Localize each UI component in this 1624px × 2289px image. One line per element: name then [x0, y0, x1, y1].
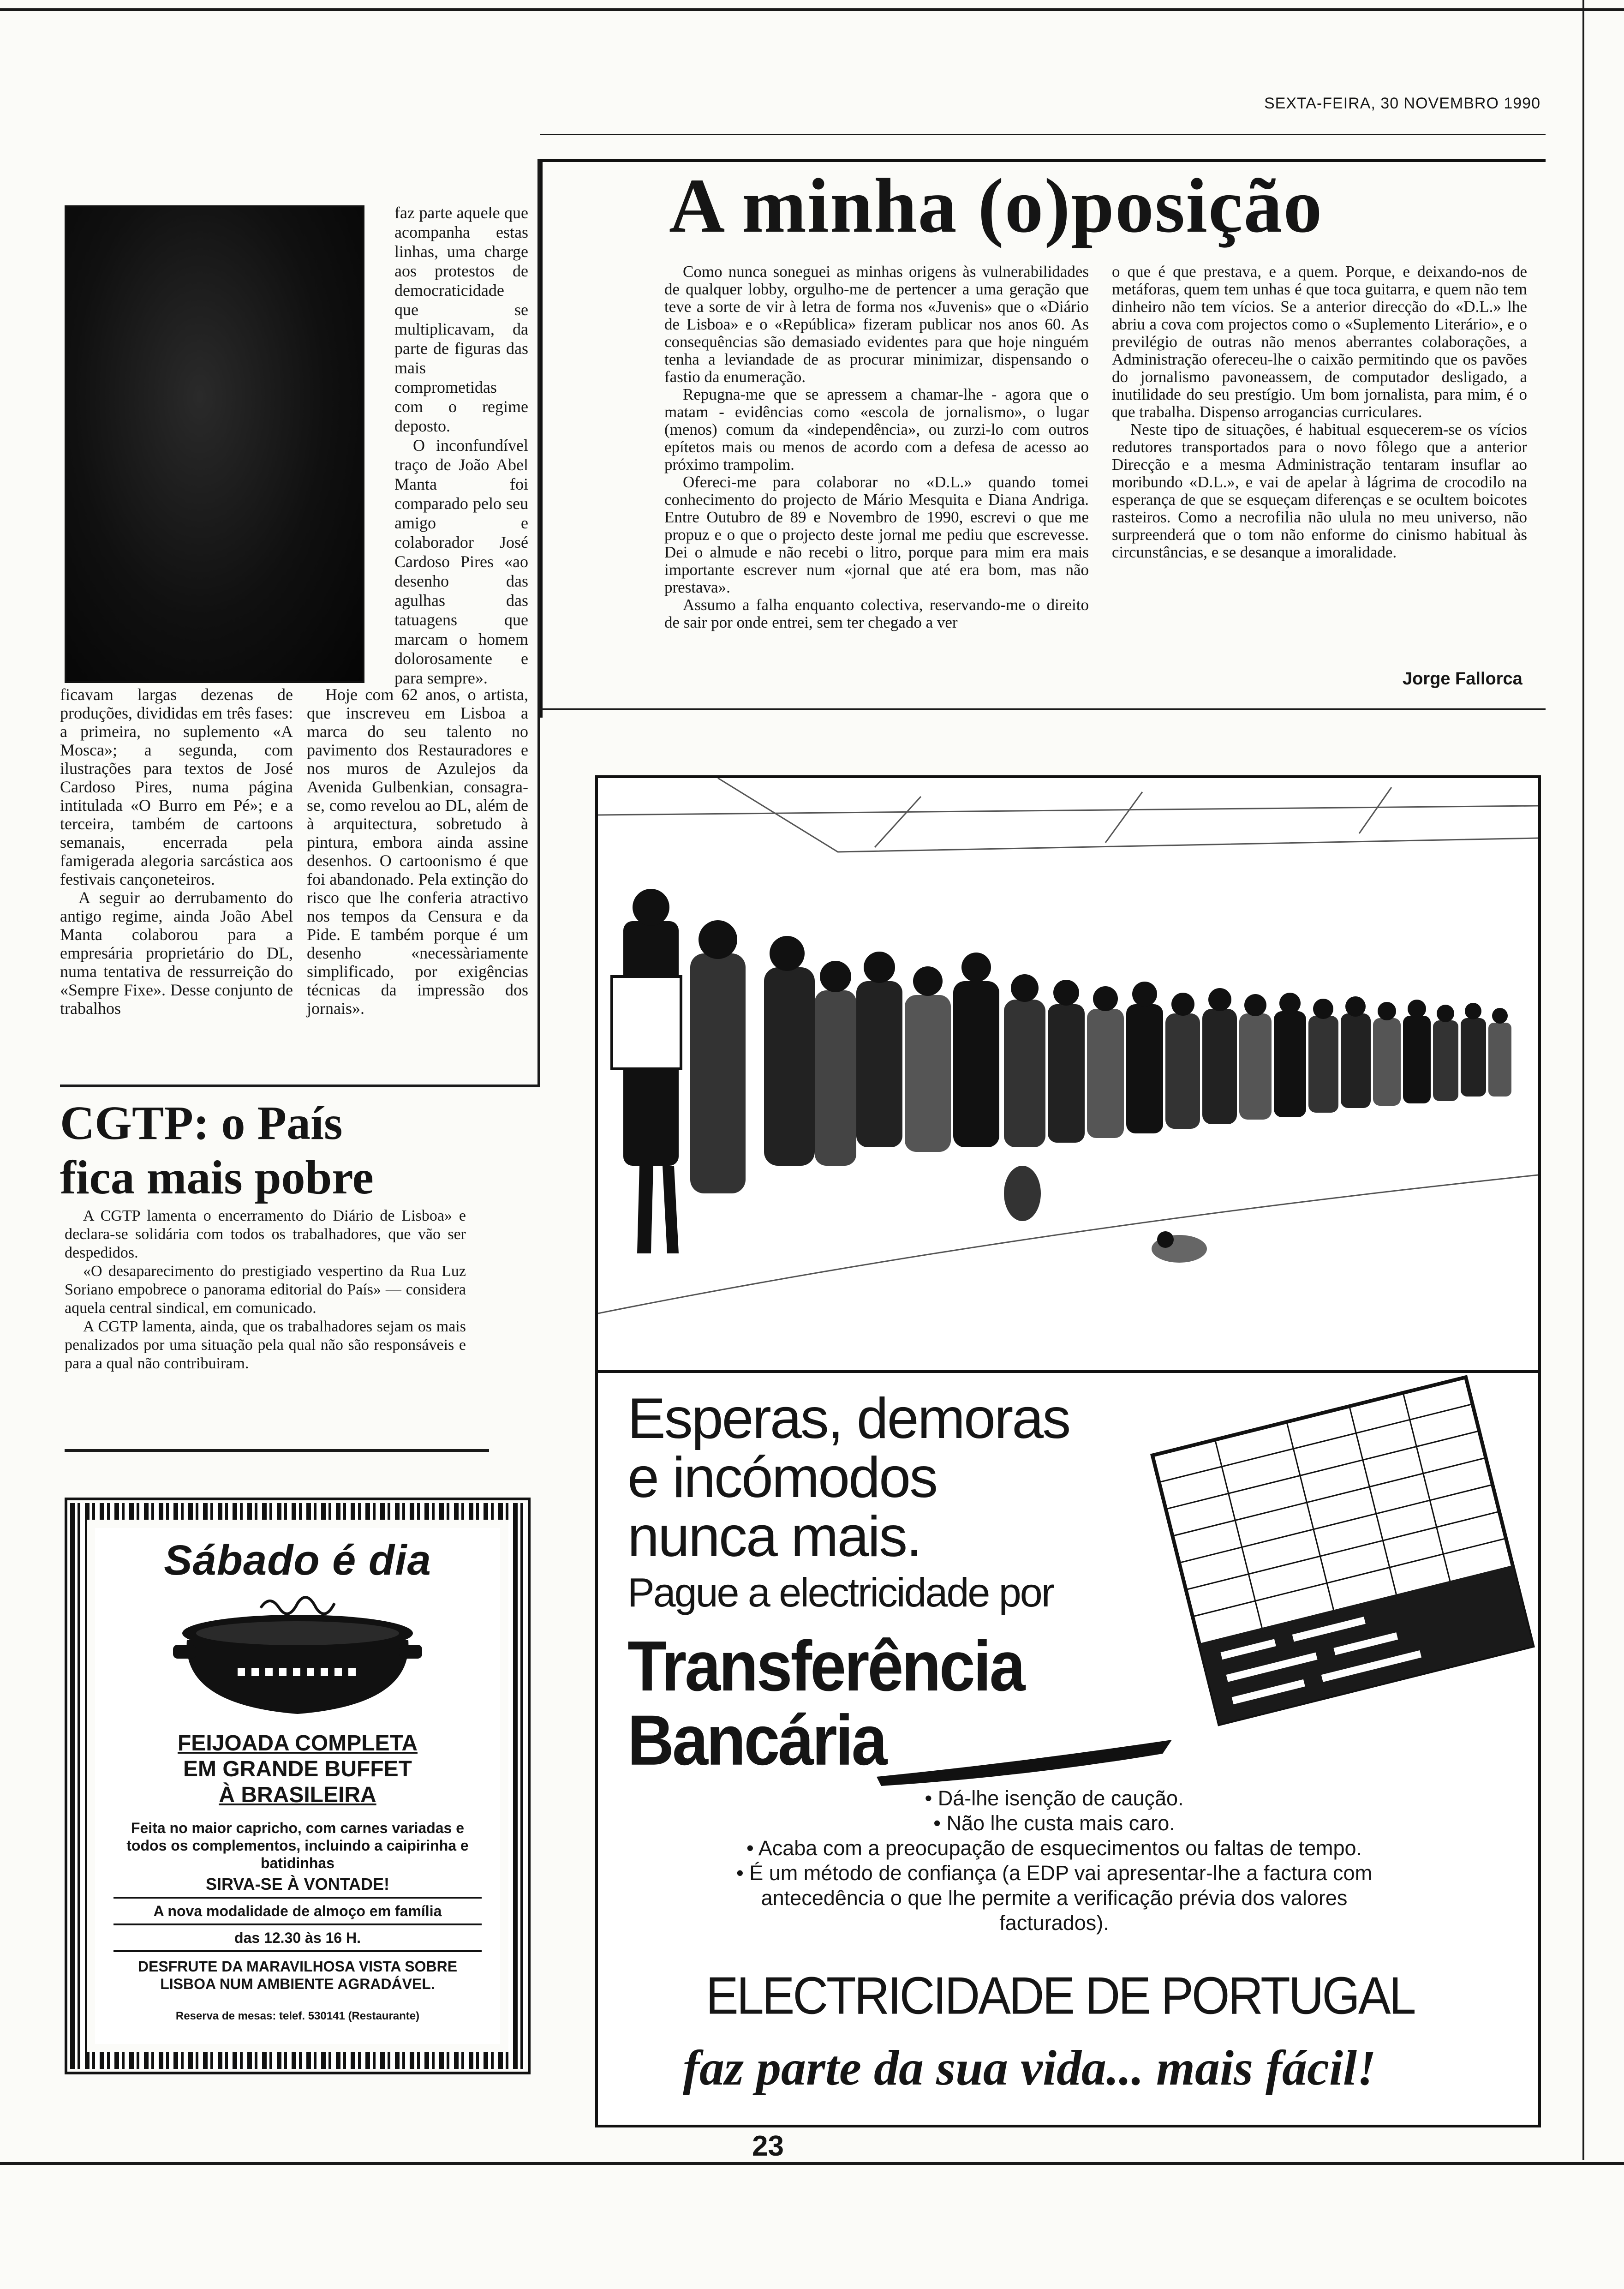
oposicao-bottom-rule: [540, 708, 1546, 710]
cgtp-title-line1: CGTP: o País: [60, 1097, 343, 1150]
oposicao-col1-p2: Repugna-me que se apressem a chamar-lhe - agora que o matam - evidências como «escola de jornalismo», o lugar (menos) comum da «independência», ou zurzi-lo com outros epítetos mais ou menos de acordo com a defesa de acesso ao próximo trampolim.: [664, 385, 1089, 473]
bottom-rule: [0, 2162, 1624, 2165]
manta-col1-p2: A seguir ao derrubamento do antigo regime, ainda João Abel Manta colaborou para a empresária proprietário do DL, numa tentativa de ressurreição do «Sempre Fixe». Desse conjunto de trabalhos: [60, 888, 293, 1018]
edp-subheadline: Pague a electricidade por: [627, 1570, 1053, 1615]
oposicao-title: A minha (o)posição: [669, 163, 1323, 249]
oposicao-column-2: [1112, 263, 1527, 561]
top-rule: [0, 8, 1624, 11]
cgtp-body: [65, 1207, 466, 1373]
oposicao-col2-p2: Neste tipo de situações, é habitual esquecerem-se os vícios redutores transportados para o novo fôlego que a anterior Direcção e a mesma Administração tentaram insuflar ao moribundo «D.L.», e vai de apelar à lágrima de crocodilo na esperança de que se esqueçam diferenças e se ocultem boicotes rasteiros. Como a necrofilia não ulula no meu universo, não surpreenderá que o tom não enforme do cinismo habitual às circunstâncias, e se desanque a imoralidade.: [1112, 420, 1527, 561]
oposicao-author: Jorge Fallorca: [1403, 669, 1522, 689]
manta-narrow-column: [394, 203, 528, 688]
cgtp-title-line2: fica mais pobre: [60, 1151, 374, 1204]
edp-bullet-3: • Acaba com a preocupação de esquecimentos ou faltas de tempo.: [746, 1836, 1362, 1860]
oposicao-col2-p1: o que é que prestava, e a quem. Porque, e deixando-nos de metáforas, quem tem unhas é que toca guitarra, e quem não tem dinheiro não tem vícios. Se a anterior direcção do «D.L.» lhe abriu a cova com projectos como o «Suplemento Literário», e o previlégio de outras não menos aberrantes colaborações, a Administração ofereceu-lhe o caixão permitindo que os pavões do jornalismo pavoneassem, de computador desligado, a inutilidade do seu prestígio. Um bom jornalista, para mim, é o que trabalha. Dispenso arrogancias curriculares.: [1112, 263, 1527, 421]
edp-underline-swoosh: [877, 1735, 1172, 1791]
page-date: SEXTA-FEIRA, 30 NOVEMBRO 1990: [1264, 95, 1540, 112]
header-rule: [540, 134, 1546, 135]
feijoada-ad-content: [95, 1528, 500, 2044]
feijoada-line3: À BRASILEIRA: [219, 1783, 376, 1807]
oposicao-column-1: [664, 263, 1089, 631]
feijoada-ad: [65, 1498, 531, 2074]
edp-bullet-2: • Não lhe custa mais caro.: [933, 1811, 1175, 1835]
feijoada-family: A nova modalidade de almoço em família: [153, 1903, 442, 1919]
right-edge-rule: [1582, 0, 1584, 2160]
feijoada-headline: Sábado é dia: [164, 1537, 431, 1584]
queue-drawing: [598, 778, 1538, 1370]
edp-bullet-list: [720, 1786, 1389, 1935]
manta-col2-p1: Hoje com 62 anos, o artista, que inscreveu em Lisboa a marca do seu talento no pavimento dos Restauradores e nos muros de Azulejos da Avenida Gulbenkian, consagra-se, como revelou ao DL, além de à arquitectura, sobretudo à pintura, embora ainda assine desenhos. O cartoonismo é que foi abandonado. Pela extinção do risco que lhe conferia atractivo nos tempos da Censura e da Pide. E também porque é um desenho «necessàriamente simplificado, por exigências técnicas da impressão dos jornais».: [307, 685, 528, 1018]
edp-headline: [627, 1387, 1070, 1569]
feijoada-reserve: Reserva de mesas: telef. 530141 (Restaurante): [175, 2010, 420, 2022]
manta-column-2: [307, 685, 528, 1018]
page-number: 23: [752, 2130, 784, 2162]
feijoada-line1: FEIJOADA COMPLETA: [177, 1731, 418, 1756]
feijoada-description: Feita no maior capricho, com carnes variadas e todos os complementos, incluindo a caipirinha e batidinhas: [126, 1820, 469, 1871]
edp-brand: ELECTRICIDADE DE PORTUGAL: [706, 1966, 1415, 2025]
edp-headline-line3: nunca mais.: [627, 1505, 921, 1569]
edp-slogan: faz parte da sua vida... mais fácil!: [683, 2041, 1376, 2096]
oposicao-col1-p1: Como nunca soneguei as minhas origens às vulnerabilidades de qualquer lobby, orgulho-me de pertencer a uma geração que teve a sorte de vir à letra de forma nos «Juvenis» que o «Diário de Lisboa» e o «República» fizeram publicar nos anos 60. As consequências são demasiado evidentes para que hoje ninguém tenha a leviandade de as procurar minimizar, dispensando o fastio da enumeração.: [664, 263, 1089, 386]
edp-bullet-4: • É um método de confiança (a EDP vai apresentar-lhe a factura com antecedência o que lhe permite a verificação prévia dos valores facturados).: [736, 1861, 1373, 1935]
cgtp-title: [60, 1096, 374, 1205]
manta-column-1: [60, 685, 293, 1018]
edp-tb-line1: Transferência: [627, 1626, 1024, 1706]
edp-tb-line2: Bancária: [627, 1700, 886, 1780]
edp-headline-line1: Esperas, demoras: [627, 1387, 1070, 1450]
cgtp-bottom-rule: [65, 1449, 489, 1452]
manta-narrow-p1: faz parte aquele que acompanha estas linhas, uma charge aos protestos de democraticidade que se multiplicavam, da parte de figuras das mais comprometidas com o regime deposto.: [394, 204, 528, 435]
edp-bullet-1: • Dá-lhe isenção de caução.: [925, 1786, 1184, 1810]
oposicao-col1-p4: Assumo a falha enquanto colectiva, reservando-me o direito de sair por onde entrei, sem ter chegado a ver: [664, 596, 1089, 631]
article-photo: [65, 205, 364, 683]
edp-headline-line2: e incómodos: [627, 1446, 937, 1510]
feijoada-view: DESFRUTE DA MARAVILHOSA VISTA SOBRE LISBOA NUM AMBIENTE AGRADÁVEL.: [137, 1958, 458, 1992]
feijoada-hours: das 12.30 às 16 H.: [234, 1929, 361, 1946]
cgtp-p1: A CGTP lamenta o encerramento do Diário de Lisboa» e declara-se solidária com todos os trabalhadores, que vão ser despedidos.: [65, 1207, 466, 1261]
feijoada-divider-3: [113, 1950, 482, 1952]
feijoada-divider-2: [113, 1923, 482, 1925]
manta-col1-p1: ficavam largas dezenas de produções, divididas em três fases: a primeira, no suplemento «A Mosca»; a segunda, com ilustrações para textos de José Cardoso Pires, numa página intitulada «O Burro em Pé»; e a terceira, também de cartoons semanais, encerrada pela famigerada alegoria sarcástica aos festivais cançoneteiros.: [60, 685, 293, 888]
cgtp-p3: A CGTP lamenta, ainda, que os trabalhadores sejam os mais penalizados por uma situação pela qual não são responsáveis e para a qual não contribuiram.: [65, 1318, 466, 1372]
feijoada-pot-icon: [168, 1589, 427, 1728]
manta-narrow-p2: O inconfundível traço de João Abel Manta foi comparado pelo seu amigo e colaborador José Cardoso Pires «ao desenho das agulhas das tatuagens que marcam o homem dolorosamente e para sempre».: [394, 436, 528, 687]
cgtp-p2: «O desaparecimento do prestigiado vespertino da Rua Luz Soriano empobrece o panorama editorial do País» — considera aquela central sindical, em comunicado.: [65, 1263, 466, 1317]
edp-bank-statement-icon: [1144, 1348, 1541, 1754]
feijoada-divider-1: [113, 1897, 482, 1899]
feijoada-serve: SIRVA-SE À VONTADE!: [205, 1875, 390, 1894]
manta-bottom-rule: [60, 1085, 540, 1087]
oposicao-col1-p3: Ofereci-me para colaborar no «D.L.» quando tomei conhecimento do projecto de Mário Mesquita e Diana Andriga. Entre Outubro de 89 e Novembro de 1990, escrevi o que me propuz e o que o projecto deste jornal me pediu que escrevesse. Dei o almude e não recebi o litro, porque para mim era mais importante escrever num «jornal que até era bom, mas não prestava».: [664, 473, 1089, 596]
queue-illustration: [595, 775, 1541, 1373]
feijoada-line2: EM GRANDE BUFFET: [183, 1757, 412, 1781]
